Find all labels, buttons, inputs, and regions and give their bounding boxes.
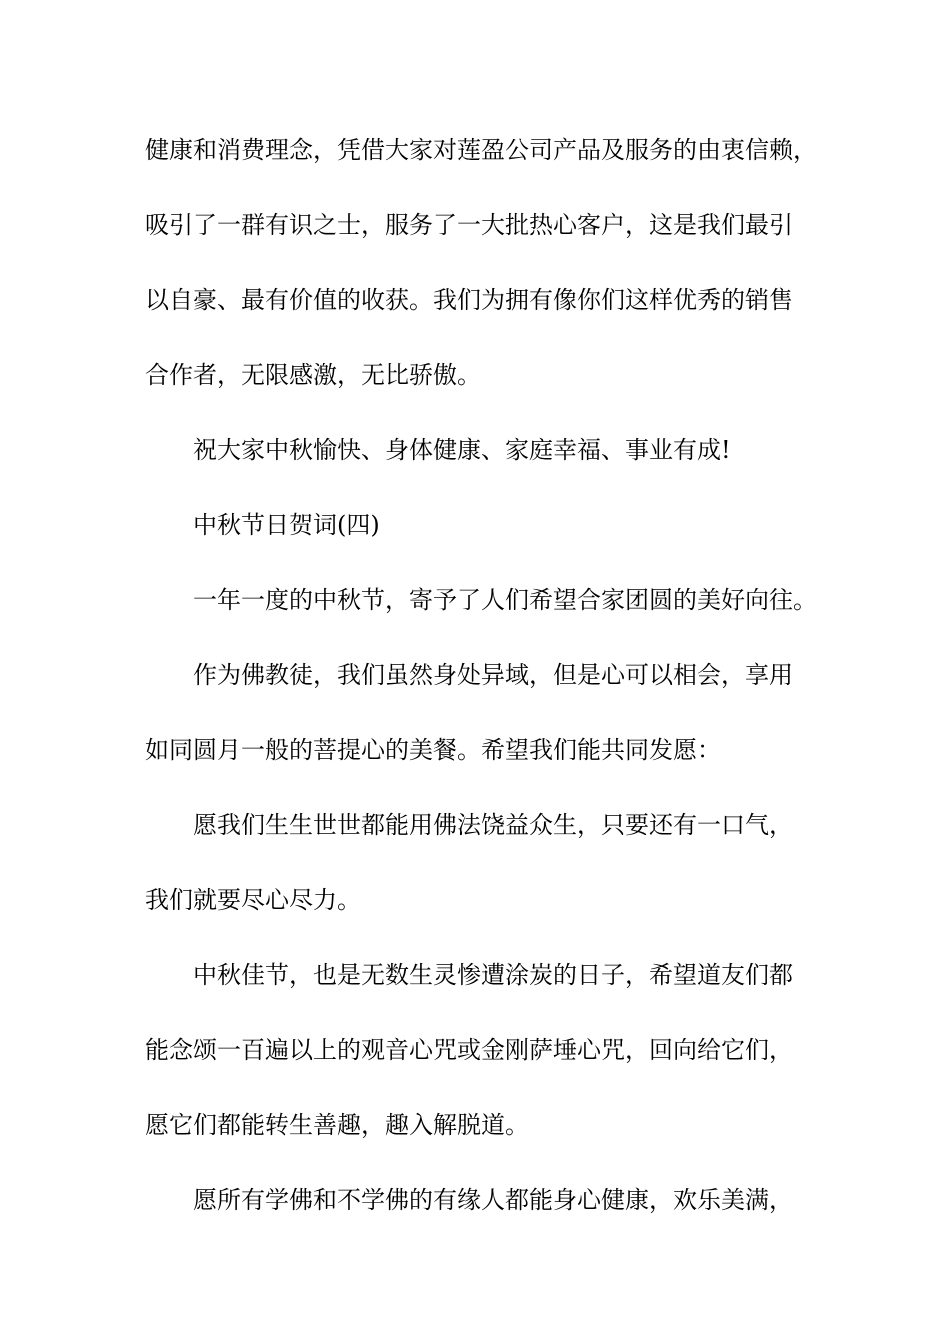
text-line: 祝大家中秋愉快、身体健康、家庭幸福、事业有成! [193,436,731,464]
text-line: 愿我们生生世世都能用佛法饶益众生，只要还有一口气， [193,811,793,839]
text-line: 以自豪、最有价值的收获。我们为拥有像你们这样优秀的销售 [145,286,793,314]
text-line: 愿所有学佛和不学佛的有缘人都能身心健康，欢乐美满， [193,1186,793,1214]
text-line: 如同圆月一般的菩提心的美餐。希望我们能共同发愿： [145,736,721,764]
text-line: 吸引了一群有识之士，服务了一大批热心客户，这是我们最引 [145,211,793,239]
text-line: 能念颂一百遍以上的观音心咒或金刚萨埵心咒，回向给它们， [145,1036,793,1064]
text-line: 一年一度的中秋节，寄予了人们希望合家团圆的美好向往。 [193,586,817,614]
text-line: 作为佛教徒，我们虽然身处异域，但是心可以相会，享用 [193,661,793,689]
text-line: 愿它们都能转生善趣，趣入解脱道。 [145,1111,529,1139]
text-line: 健康和消费理念，凭借大家对莲盈公司产品及服务的由衷信赖， [145,136,817,164]
text-line: 合作者，无限感激，无比骄傲。 [145,361,481,389]
text-line: 中秋佳节，也是无数生灵惨遭涂炭的日子，希望道友们都 [193,961,793,989]
text-line: 我们就要尽心尽力。 [145,886,361,914]
section-heading: 中秋节日贺词(四) [193,511,380,539]
